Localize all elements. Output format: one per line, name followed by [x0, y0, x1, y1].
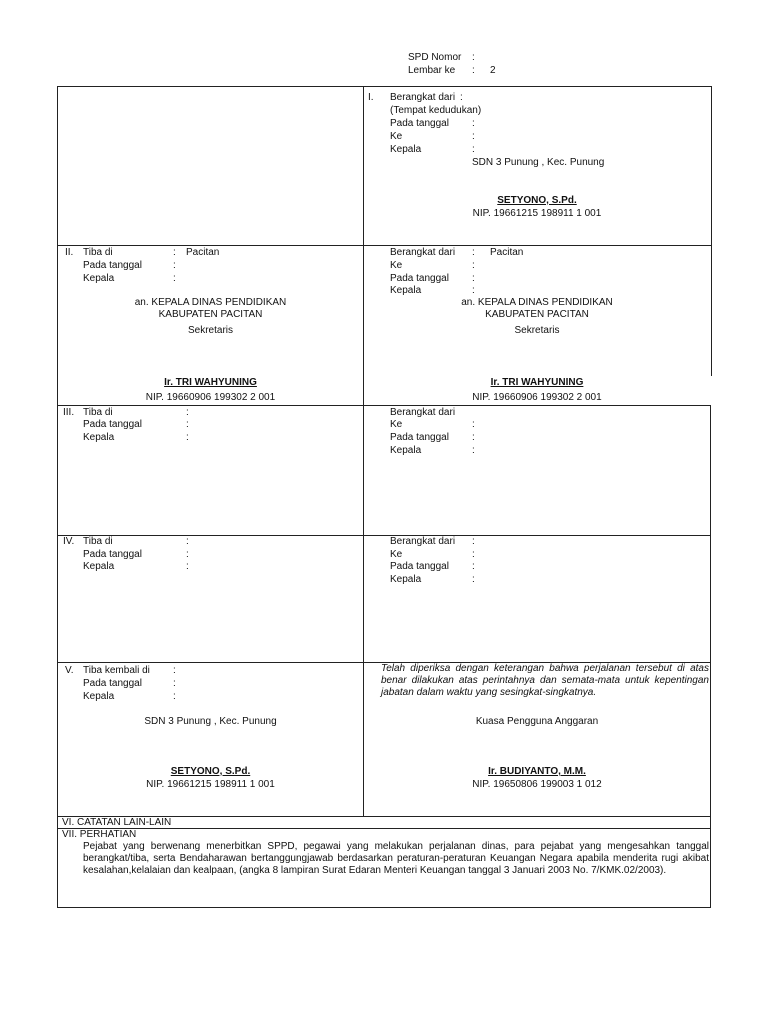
signer-name: Ir. TRI WAHYUNING: [164, 377, 257, 388]
lembar-ke-value: 2: [490, 65, 496, 76]
colon: :: [472, 52, 475, 63]
berangkat-dari-label: Berangkat dari: [390, 92, 456, 103]
school-name: SDN 3 Punung , Kec. Punung: [472, 157, 605, 168]
section-3-roman: III.: [63, 407, 75, 418]
ke-label: Ke: [390, 131, 403, 142]
tiba-di-label: Tiba di: [83, 247, 113, 258]
lembar-ke-label: Lembar ke: [408, 65, 456, 76]
kuasa-title: Kuasa Pengguna Anggaran: [475, 716, 599, 727]
tiba-di-label: Tiba di: [83, 536, 113, 547]
section-5-roman: V.: [65, 665, 74, 676]
kepala-label: Kepala: [390, 285, 422, 296]
colon: :: [472, 549, 475, 560]
org-line-1: an. KEPALA DINAS PENDIDIKAN: [134, 297, 287, 308]
colon: :: [472, 247, 475, 258]
colon: :: [186, 549, 189, 560]
signer-nip: NIP. 19650806 199003 1 012: [472, 779, 602, 790]
colon: :: [173, 247, 176, 258]
section-2-roman: II.: [65, 247, 74, 258]
berangkat-dari-label: Berangkat dari: [390, 536, 456, 547]
signer-nip: NIP. 19661215 198911 1 001: [472, 208, 602, 219]
pada-tanggal-label: Pada tanggal: [83, 260, 142, 271]
tempat-kedudukan-note: (Tempat kedudukan): [390, 105, 482, 116]
signer-name: Ir. TRI WAHYUNING: [490, 377, 584, 388]
colon: :: [472, 445, 475, 456]
ke-label: Ke: [390, 419, 403, 430]
signer-nip: NIP. 19660906 199302 2 001: [145, 392, 276, 403]
tiba-di-value: Pacitan: [186, 247, 220, 258]
section-1-roman: I.: [368, 92, 374, 103]
signer-nip: NIP. 19661215 198911 1 001: [146, 779, 275, 790]
pada-tanggal-label: Pada tanggal: [83, 549, 142, 560]
kepala-label: Kepala: [83, 691, 115, 702]
org-line-3: Sekretaris: [187, 325, 233, 336]
colon: :: [173, 260, 176, 271]
colon: :: [472, 273, 475, 284]
org-line-3: Sekretaris: [514, 325, 560, 336]
colon: :: [186, 561, 189, 572]
colon: :: [472, 285, 475, 296]
school-name: SDN 3 Punung , Kec. Punung: [144, 716, 277, 727]
colon: :: [472, 118, 475, 129]
pada-tanggal-label: Pada tanggal: [83, 678, 142, 689]
colon: :: [472, 131, 475, 142]
colon: :: [186, 432, 189, 443]
signer-name: Ir. BUDIYANTO, M.M.: [488, 766, 586, 777]
pada-tanggal-label: Pada tanggal: [390, 561, 449, 572]
colon: :: [173, 273, 176, 284]
berangkat-dari-label: Berangkat dari: [390, 407, 456, 418]
kepala-label: Kepala: [390, 144, 422, 155]
catatan-lain-lain-label: VI. CATATAN LAIN-LAIN: [62, 817, 172, 828]
verification-statement: Telah diperiksa dengan keterangan bahwa perjalanan tersebut di atas benar dilakukan atas perintahnya dan semata-mata untuk kepentingan jabatan dalam waktu yang sesingkat-singkatnya.: [381, 663, 709, 698]
ke-label: Ke: [390, 260, 403, 271]
tiba-kembali-label: Tiba kembali di: [83, 665, 150, 676]
colon: :: [472, 65, 475, 76]
spd-nomor-label: SPD Nomor: [408, 52, 462, 63]
kepala-label: Kepala: [83, 561, 115, 572]
berangkat-dari-value: Pacitan: [490, 247, 524, 258]
colon: :: [173, 691, 176, 702]
colon: :: [472, 432, 475, 443]
signer-name: SETYONO, S.Pd.: [497, 195, 577, 206]
colon: :: [472, 561, 475, 572]
section-4-roman: IV.: [63, 536, 75, 547]
colon: :: [460, 92, 463, 103]
signer-name: SETYONO, S.Pd.: [170, 766, 251, 777]
colon: :: [472, 260, 475, 271]
kepala-label: Kepala: [390, 574, 422, 585]
pada-tanggal-label: Pada tanggal: [83, 419, 142, 430]
colon: :: [186, 419, 189, 430]
kepala-label: Kepala: [390, 445, 422, 456]
colon: :: [472, 144, 475, 155]
pada-tanggal-label: Pada tanggal: [390, 118, 449, 129]
berangkat-dari-label: Berangkat dari: [390, 247, 456, 258]
tiba-di-label: Tiba di: [83, 407, 113, 418]
org-line-1: an. KEPALA DINAS PENDIDIKAN: [461, 297, 613, 308]
pada-tanggal-label: Pada tanggal: [390, 273, 449, 284]
colon: :: [186, 407, 189, 418]
colon: :: [472, 536, 475, 547]
signer-nip: NIP. 19660906 199302 2 001: [472, 392, 602, 403]
kepala-label: Kepala: [83, 432, 115, 443]
colon: :: [173, 665, 176, 676]
org-line-2: KABUPATEN PACITAN: [158, 309, 263, 320]
ke-label: Ke: [390, 549, 403, 560]
pada-tanggal-label: Pada tanggal: [390, 432, 449, 443]
colon: :: [186, 536, 189, 547]
kepala-label: Kepala: [83, 273, 115, 284]
colon: :: [472, 574, 475, 585]
perhatian-label: VII. PERHATIAN: [62, 829, 137, 840]
org-line-2: KABUPATEN PACITAN: [485, 309, 589, 320]
perhatian-text: Pejabat yang berwenang menerbitkan SPPD, pegawai yang melakukan perjalanan dinas, para pejabat yang mengesahkan tanggal berangkat/tiba, serta Bendaharawan bertanggungjawab berdasarkan peraturan-peraturan Keuangan Negara apabila menderita rugi akibat kesalahan,kelalaian dan kealpaan, (angka 8 lampiran Surat Edaran Menteri Keuangan tanggal 3 Januari 2003 No. 7/KMK.02/2003).: [83, 841, 709, 876]
colon: :: [472, 419, 475, 430]
colon: :: [173, 678, 176, 689]
